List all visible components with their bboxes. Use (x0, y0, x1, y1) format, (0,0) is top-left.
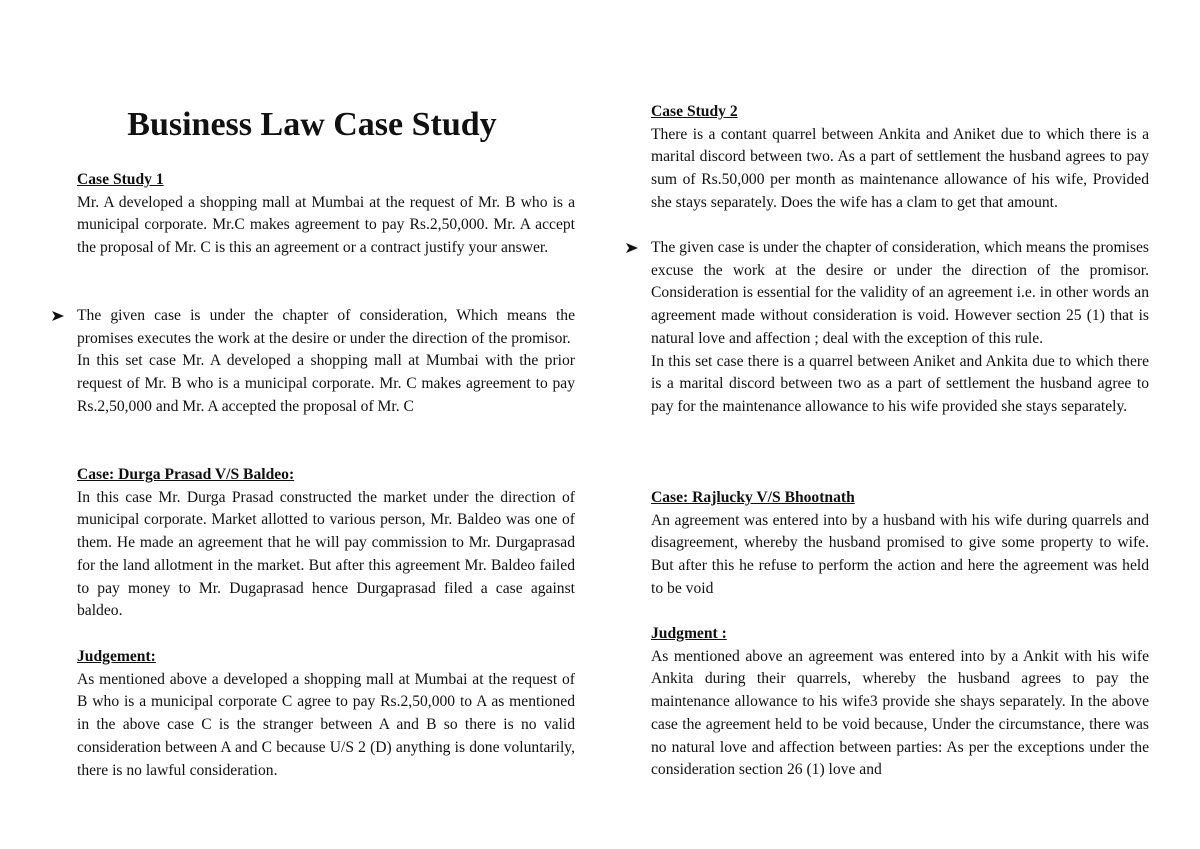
answer-1-paragraph-1: The given case is under the chapter of consideration, Which means the promises executes the work at the desire or under the direction of the promisor. (77, 307, 575, 347)
answer-1 (77, 305, 575, 419)
case-durga-prasad-heading: Case: Durga Prasad V/S Baldeo: (77, 466, 295, 483)
judgement-heading: Judgement: (77, 648, 156, 665)
arrow-bullet-icon (51, 305, 65, 327)
judgment-text: As mentioned above an agreement was entered into by a Ankit with his wife Ankita during their quarrels, whereby the husband agrees to pay the maintenance allowance to his wife3 provide she shays separately. In the above case the agreement held to be void because, Under the circumstance, there was no natural love and affection between parties: As per the exceptions under the consideration section 26 (1) love and (651, 647, 1149, 779)
case-study-2 (651, 101, 1149, 215)
judgment-right (651, 623, 1149, 782)
answer-2-paragraph-2: In this set case there is a quarrel between Aniket and Ankita due to which there is a marital discord between two as a part of settlement the husband agree to pay for the maintenance allowance to his wife provided she stays separately. (651, 352, 1149, 415)
judgment-heading: Judgment : (651, 625, 727, 642)
case-study-2-text: There is a contant quarrel between Ankita and Aniket due to which there is a marital discord between two. As a part of settlement the husband agrees to pay sum of Rs.50,000 per month as maintenance allowance of his wife, Provided she stays separately. Does the wife has a clam to get that amount. (651, 125, 1149, 211)
judgement-text: As mentioned above a developed a shopping mall at Mumbai at the request of B who is a municipal corporate C agree to pay Rs.2,50,000 to A as mentioned in the above case C is the stranger between A and B so there is no valid consideration between A and C because U/S 2 (D) anything is done voluntarily, there is no lawful consideration. (77, 670, 575, 779)
answer-2 (651, 237, 1149, 419)
arrow-bullet-icon (625, 237, 639, 259)
case-study-1-text: Mr. A developed a shopping mall at Mumbai at the request of Mr. B who is a municipal corporate. Mr.C makes agreement to pay Rs.2,50,000. Mr. A accept the proposal of Mr. C is this an agreement or a contract justify your answer. (77, 193, 575, 257)
case-study-1 (77, 169, 575, 260)
judgement-left (77, 646, 575, 782)
case-rajlucky (651, 487, 1149, 601)
case-study-1-heading: Case Study 1 (77, 171, 164, 188)
case-rajlucky-text: An agreement was entered into by a husband with his wife during quarrels and disagreement, whereby the husband promised to give some property to wife. But after this he refuse to perform the action and here the agreement was held to be void (651, 511, 1149, 597)
case-durga-prasad (77, 464, 575, 623)
case-rajlucky-heading: Case: Rajlucky V/S Bhootnath (651, 489, 855, 506)
answer-1-paragraph-2: In this set case Mr. A developed a shopping mall at Mumbai with the prior request of Mr. B who is a municipal corporate. Mr. C makes agreement to pay Rs.2,50,000 and Mr. A accepted the proposal of Mr. C (77, 352, 575, 415)
case-study-2-heading: Case Study 2 (651, 103, 738, 120)
answer-2-paragraph-1: The given case is under the chapter of consideration, which means the promises excuse the work at the desire or under the direction of the promisor. Consideration is essential for the validity of an agreement i.e. in other words an agreement made without consideration is void. However section 25 (1) that is natural love and affection ; deal with the exception of this rule. (651, 239, 1149, 347)
case-durga-prasad-text: In this case Mr. Durga Prasad constructed the market under the direction of municipal corporate. Market allotted to various person, Mr. Baldeo was one of them. He made an agreement that he will pay commission to Mr. Durgaprasad for the land allotment in the market. But after this agreement Mr. Baldeo failed to pay money to Mr. Dugaprasad hence Durgaprasad filed a case against baldeo. (77, 488, 575, 620)
page-title: Business Law Case Study (127, 106, 497, 143)
